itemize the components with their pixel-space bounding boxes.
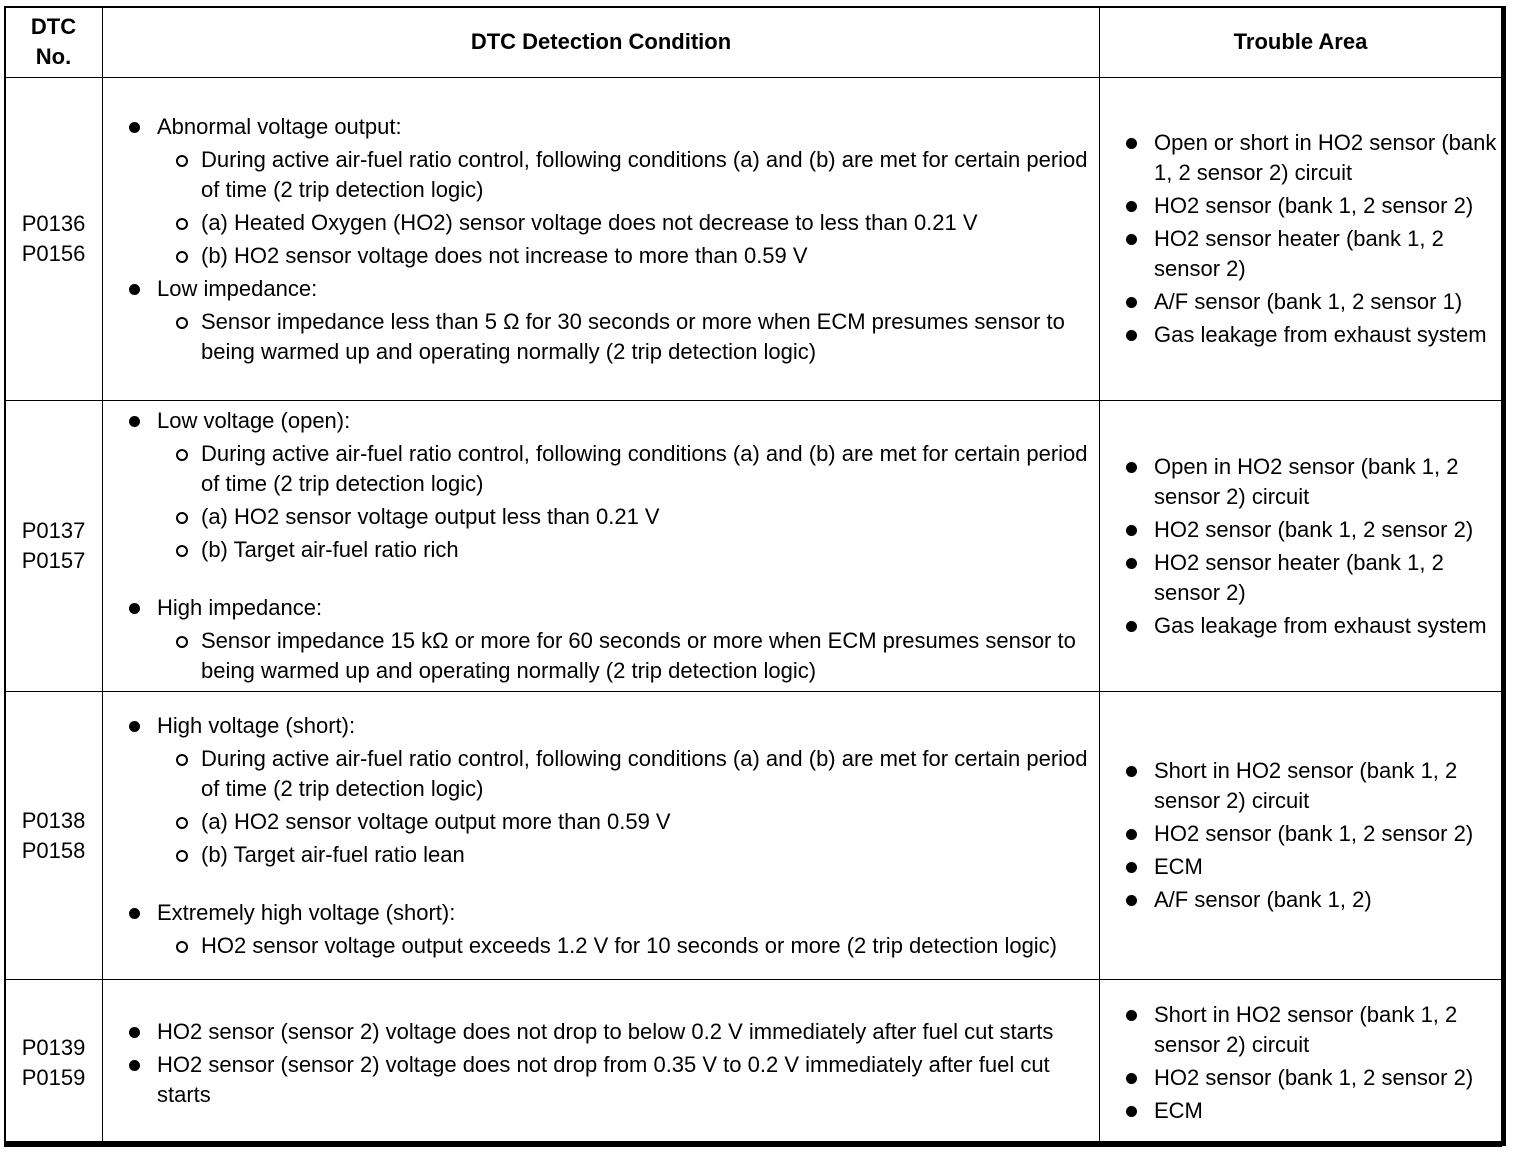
header-trouble-area: Trouble Area bbox=[1100, 7, 1502, 78]
trouble-text: HO2 sensor heater (bank 1, 2 sensor 2) bbox=[1154, 549, 1444, 605]
bullet-icon bbox=[1122, 1000, 1154, 1030]
bullet-icon bbox=[1122, 320, 1154, 350]
detection-condition-cell bbox=[103, 78, 1100, 401]
bullet-icon bbox=[125, 112, 157, 142]
condition-text: Low impedance: bbox=[157, 275, 318, 301]
sub-condition-text: (b) Target air-fuel ratio lean bbox=[201, 841, 465, 867]
trouble-item bbox=[1122, 611, 1497, 641]
dtc-table bbox=[4, 6, 1502, 1147]
hollow-bullet-icon bbox=[175, 439, 201, 469]
trouble-item bbox=[1122, 452, 1497, 512]
bullet-icon bbox=[125, 406, 157, 436]
trouble-item bbox=[1122, 1096, 1497, 1126]
bullet-icon bbox=[125, 1050, 157, 1080]
spacer bbox=[125, 873, 1093, 895]
condition-text: High voltage (short): bbox=[157, 712, 356, 738]
hollow-bullet-icon bbox=[175, 502, 201, 532]
sub-condition-text: During active air-fuel ratio control, following conditions (a) and (b) are met for certain period of time (2 trip detection logic) bbox=[201, 441, 1088, 496]
condition-item bbox=[125, 593, 1093, 623]
hollow-bullet-icon bbox=[175, 807, 201, 837]
bullet-icon bbox=[1122, 128, 1154, 158]
trouble-item bbox=[1122, 1000, 1497, 1060]
dtc-code: P0137 bbox=[21, 518, 86, 543]
bullet-icon bbox=[1122, 611, 1154, 641]
bullet-icon bbox=[1122, 852, 1154, 882]
trouble-text: HO2 sensor (bank 1, 2 sensor 2) bbox=[1154, 193, 1474, 218]
condition-text: Extremely high voltage (short): bbox=[157, 899, 456, 925]
bullet-icon bbox=[1122, 548, 1154, 578]
detection-condition-cell bbox=[103, 692, 1100, 980]
trouble-area-cell bbox=[1100, 401, 1502, 692]
condition-item bbox=[125, 1050, 1093, 1110]
condition-text: Abnormal voltage output: bbox=[157, 113, 402, 139]
trouble-text: Gas leakage from exhaust system bbox=[1154, 612, 1487, 638]
dtc-code: P0158 bbox=[21, 837, 86, 863]
dtc-code: P0139 bbox=[21, 1035, 86, 1060]
bullet-icon bbox=[125, 898, 157, 928]
dtc-code-cell bbox=[5, 78, 103, 401]
sub-condition-item bbox=[175, 439, 1093, 499]
hollow-bullet-icon bbox=[175, 145, 201, 175]
condition-text: HO2 sensor (sensor 2) voltage does not drop from 0.35 V to 0.2 V immediately after fuel cut starts bbox=[157, 1051, 1050, 1107]
condition-item bbox=[125, 112, 1093, 142]
trouble-text: A/F sensor (bank 1, 2) bbox=[1154, 887, 1372, 912]
sub-condition-text: (a) Heated Oxygen (HO2) sensor voltage does not decrease to less than 0.21 V bbox=[201, 209, 978, 235]
sub-condition-text: (a) HO2 sensor voltage output more than 0.59 V bbox=[201, 808, 671, 834]
dtc-code-cell bbox=[5, 980, 103, 1147]
trouble-text: Open in HO2 sensor (bank 1, 2 sensor 2) circuit bbox=[1154, 453, 1459, 509]
dtc-code: P0159 bbox=[21, 1065, 86, 1090]
sub-condition-item bbox=[175, 931, 1093, 961]
condition-text: HO2 sensor (sensor 2) voltage does not drop to below 0.2 V immediately after fuel cut starts bbox=[157, 1018, 1054, 1044]
condition-item bbox=[125, 898, 1093, 928]
sub-condition-item bbox=[175, 208, 1093, 238]
hollow-bullet-icon bbox=[175, 626, 201, 656]
table-row bbox=[5, 980, 1502, 1147]
bullet-icon bbox=[1122, 515, 1154, 545]
header-dtc-no: DTC No. bbox=[5, 7, 103, 78]
bullet-icon bbox=[1122, 191, 1154, 221]
bullet-icon bbox=[125, 711, 157, 741]
trouble-text: A/F sensor (bank 1, 2 sensor 1) bbox=[1154, 289, 1463, 314]
sub-condition-item bbox=[175, 502, 1093, 532]
hollow-bullet-icon bbox=[175, 931, 201, 961]
hollow-bullet-icon bbox=[175, 241, 201, 271]
trouble-item bbox=[1122, 885, 1497, 915]
bullet-icon bbox=[1122, 819, 1154, 849]
trouble-item bbox=[1122, 191, 1497, 221]
bullet-icon bbox=[125, 593, 157, 623]
trouble-item bbox=[1122, 548, 1497, 608]
dtc-code: P0157 bbox=[21, 548, 86, 573]
dtc-code: P0138 bbox=[21, 807, 86, 833]
hollow-bullet-icon bbox=[175, 307, 201, 337]
trouble-text: ECM bbox=[1154, 1098, 1203, 1123]
trouble-text: Short in HO2 sensor (bank 1, 2 sensor 2) circuit bbox=[1154, 1002, 1458, 1057]
detection-condition-cell bbox=[103, 401, 1100, 692]
condition-text: High impedance: bbox=[157, 595, 323, 620]
trouble-text: HO2 sensor (bank 1, 2 sensor 2) bbox=[1154, 1065, 1474, 1090]
sub-condition-text: (b) HO2 sensor voltage does not increase to more than 0.59 V bbox=[201, 242, 808, 268]
trouble-area-cell bbox=[1100, 78, 1502, 401]
sub-condition-text: HO2 sensor voltage output exceeds 1.2 V for 10 seconds or more (2 trip detection logic) bbox=[201, 932, 1058, 958]
trouble-area-cell bbox=[1100, 980, 1502, 1147]
bullet-icon bbox=[1122, 452, 1154, 482]
bullet-icon bbox=[1122, 1096, 1154, 1126]
bullet-icon bbox=[125, 274, 157, 304]
bullet-icon bbox=[1122, 756, 1154, 786]
trouble-text: HO2 sensor (bank 1, 2 sensor 2) bbox=[1154, 821, 1474, 846]
sub-condition-item bbox=[175, 145, 1093, 205]
bullet-icon bbox=[125, 1017, 157, 1047]
table-row bbox=[5, 401, 1502, 692]
sub-condition-item bbox=[175, 241, 1093, 271]
dtc-code-cell bbox=[5, 692, 103, 980]
sub-condition-item bbox=[175, 807, 1093, 837]
dtc-code: P0136 bbox=[21, 211, 86, 236]
trouble-item bbox=[1122, 287, 1497, 317]
sub-condition-item bbox=[175, 535, 1093, 565]
spacer bbox=[125, 568, 1093, 590]
bullet-icon bbox=[1122, 885, 1154, 915]
sub-condition-item bbox=[175, 307, 1093, 367]
table-row bbox=[5, 78, 1502, 401]
sub-condition-text: During active air-fuel ratio control, following conditions (a) and (b) are met for certain period of time (2 trip detection logic) bbox=[201, 146, 1088, 202]
bullet-icon bbox=[1122, 287, 1154, 317]
trouble-item bbox=[1122, 756, 1497, 816]
trouble-text: Open or short in HO2 sensor (bank 1, 2 sensor 2) circuit bbox=[1154, 130, 1497, 185]
trouble-area-cell bbox=[1100, 692, 1502, 980]
hollow-bullet-icon bbox=[175, 208, 201, 238]
header-row bbox=[5, 7, 1502, 78]
header-condition: DTC Detection Condition bbox=[103, 7, 1100, 78]
trouble-item bbox=[1122, 852, 1497, 882]
sub-condition-item bbox=[175, 744, 1093, 804]
detection-condition-cell bbox=[103, 980, 1100, 1147]
sub-condition-text: (a) HO2 sensor voltage output less than 0.21 V bbox=[201, 504, 660, 529]
trouble-text: HO2 sensor (bank 1, 2 sensor 2) bbox=[1154, 516, 1474, 542]
hollow-bullet-icon bbox=[175, 535, 201, 565]
trouble-item bbox=[1122, 819, 1497, 849]
trouble-text: Short in HO2 sensor (bank 1, 2 sensor 2) circuit bbox=[1154, 758, 1458, 813]
trouble-text: ECM bbox=[1154, 854, 1203, 879]
hollow-bullet-icon bbox=[175, 744, 201, 774]
dtc-code-cell bbox=[5, 401, 103, 692]
sub-condition-text: Sensor impedance less than 5 Ω for 30 seconds or more when ECM presumes sensor to being warmed up and operating normally (2 trip detection logic) bbox=[201, 308, 1065, 364]
condition-item bbox=[125, 274, 1093, 304]
trouble-item bbox=[1122, 1063, 1497, 1093]
trouble-item bbox=[1122, 128, 1497, 188]
sub-condition-text: During active air-fuel ratio control, following conditions (a) and (b) are met for certain period of time (2 trip detection logic) bbox=[201, 745, 1088, 801]
trouble-item bbox=[1122, 224, 1497, 284]
table-row bbox=[5, 692, 1502, 980]
condition-item bbox=[125, 1017, 1093, 1047]
sub-condition-text: (b) Target air-fuel ratio rich bbox=[201, 537, 459, 562]
sub-condition-item bbox=[175, 840, 1093, 870]
hollow-bullet-icon bbox=[175, 840, 201, 870]
sub-condition-text: Sensor impedance 15 kΩ or more for 60 seconds or more when ECM presumes sensor to being warmed up and operating normally (2 trip detection logic) bbox=[201, 628, 1076, 683]
condition-item bbox=[125, 711, 1093, 741]
trouble-text: HO2 sensor heater (bank 1, 2 sensor 2) bbox=[1154, 226, 1444, 281]
trouble-item bbox=[1122, 515, 1497, 545]
sub-condition-item bbox=[175, 626, 1093, 686]
bullet-icon bbox=[1122, 1063, 1154, 1093]
trouble-text: Gas leakage from exhaust system bbox=[1154, 322, 1487, 347]
condition-item bbox=[125, 406, 1093, 436]
bullet-icon bbox=[1122, 224, 1154, 254]
trouble-item bbox=[1122, 320, 1497, 350]
dtc-code: P0156 bbox=[21, 241, 86, 266]
condition-text: Low voltage (open): bbox=[157, 408, 351, 433]
